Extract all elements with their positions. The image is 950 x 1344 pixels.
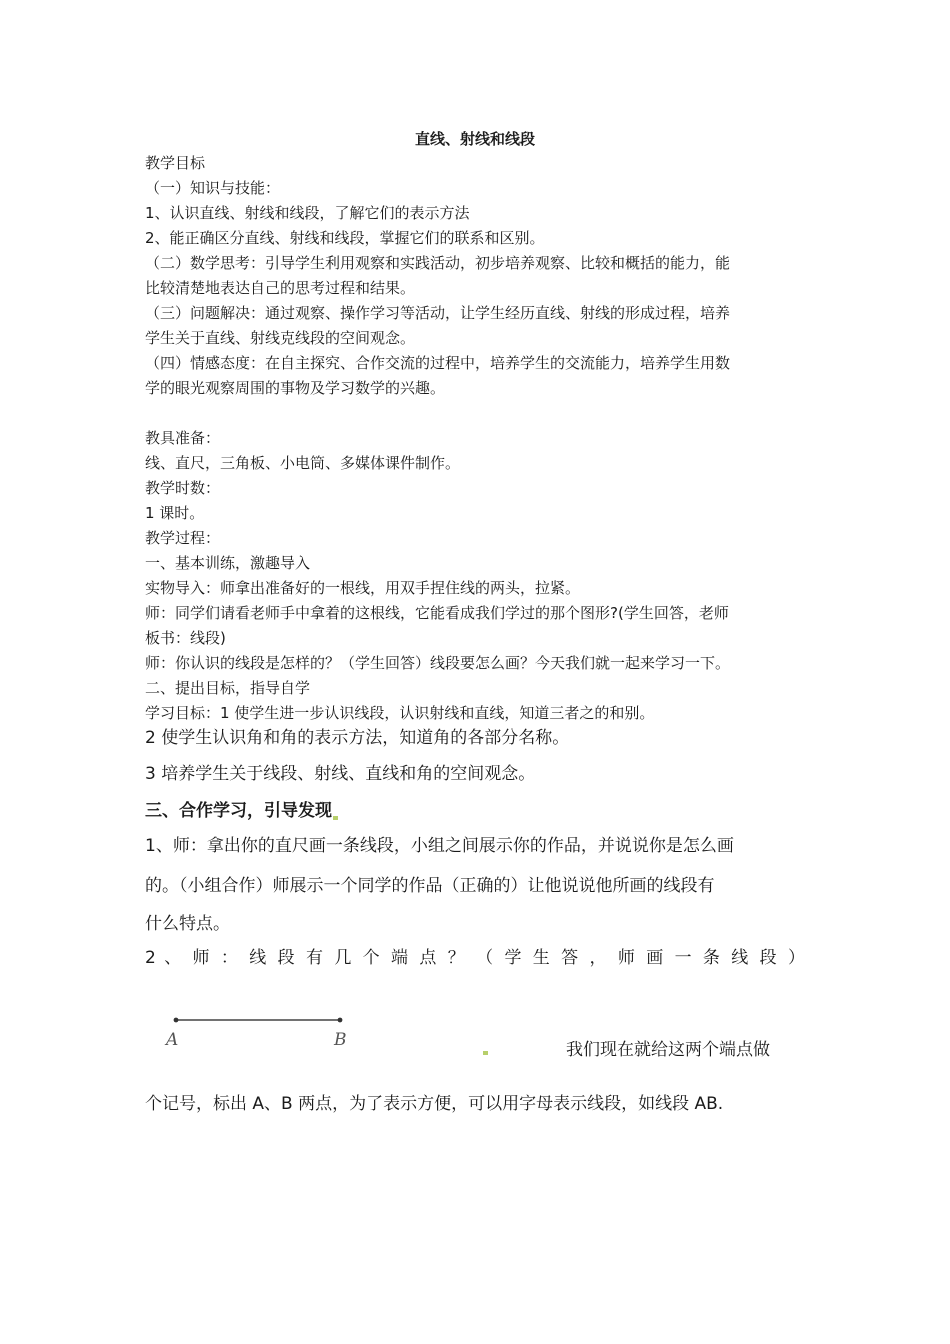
text-line: 学生关于直线、射线克线段的空间观念。: [145, 329, 416, 347]
endpoint-b: [338, 1018, 343, 1023]
line-segment-figure: [160, 1008, 360, 1050]
text-line: 2 、 师 ： 线 段 有 几 个 端 点 ？ （ 学 生 答 ， 师 画 一 条 线 段 ）: [145, 948, 805, 968]
endpoint-a: [174, 1018, 179, 1023]
text-line: 比较清楚地表达自己的思考过程和结果。: [145, 279, 416, 297]
text-line: 教学时数：: [145, 479, 221, 497]
text-line: 板书：线段): [145, 629, 226, 647]
text-line: （一）知识与技能：: [145, 179, 281, 197]
label-a: A: [166, 1030, 179, 1050]
text-line: 1、师：拿出你的直尺画一条线段，小组之间展示你的作品，并说说你是怎么画: [145, 836, 734, 856]
text-line: （二）数学思考：引导学生利用观察和实践活动，初步培养观察、比较和概括的能力，能: [145, 254, 731, 272]
text-line: 什么特点。: [145, 914, 230, 934]
text-line: （四）情感态度：在自主探究、合作交流的过程中，培养学生的交流能力，培养学生用数: [145, 354, 731, 372]
text-line: 学的眼光观察周围的事物及学习数学的兴趣。: [145, 379, 446, 397]
text-line: 教学过程：: [145, 529, 221, 547]
text-line: 3 培养学生关于线段、射线、直线和角的空间观念。: [145, 764, 536, 784]
section-heading: 三、合作学习，引导发现: [145, 799, 339, 823]
text-line: 二、提出目标，指导自学: [145, 679, 311, 697]
text-line: （三）问题解决：通过观察、操作学习等活动，让学生经历直线、射线的形成过程，培养: [145, 304, 731, 322]
text-line: 线、直尺，三角板、小电筒、多媒体课件制作。: [145, 454, 461, 472]
text-line: 教学目标: [145, 154, 206, 172]
text-line: 师：同学们请看老师手中拿着的这根线，它能看成我们学过的那个图形?(学生回答，老师: [145, 604, 729, 622]
text-line: 一、基本训练，激趣导入: [145, 554, 311, 572]
text-line: 教具准备：: [145, 429, 221, 447]
text-line: 2、能正确区分直线、射线和线段，掌握它们的联系和区别。: [145, 229, 545, 247]
text-line: 个记号，标出 A、B 两点，为了表示方便，可以用字母表示线段，如线段 AB.: [145, 1094, 724, 1114]
text-line: 1、认识直线、射线和线段，了解它们的表示方法: [145, 204, 470, 222]
label-b: B: [334, 1030, 347, 1050]
text-line: 实物导入：师拿出准备好的一根线，用双手捏住线的两头，拉紧。: [145, 579, 581, 597]
edit-mark: [333, 816, 338, 820]
document-title: 直线、射线和线段: [414, 130, 535, 148]
text-line: 师：你认识的线段是怎样的？（学生回答）线段要怎么画？今天我们就一起来学习一下。: [145, 654, 731, 672]
text-line: 2 使学生认识角和角的表示方法，知道角的各部分名称。: [145, 728, 570, 748]
text-line: 学习目标：1 使学生进一步认识线段，认识射线和直线，知道三者之的和别。: [145, 704, 655, 722]
text-line: 我们现在就给这两个端点做: [566, 1040, 770, 1060]
edit-mark: [483, 1051, 488, 1055]
text-line: 的。（小组合作）师展示一个同学的作品（正确的）让他说说他所画的线段有: [145, 876, 715, 896]
text-line: 1 课时。: [145, 504, 205, 522]
